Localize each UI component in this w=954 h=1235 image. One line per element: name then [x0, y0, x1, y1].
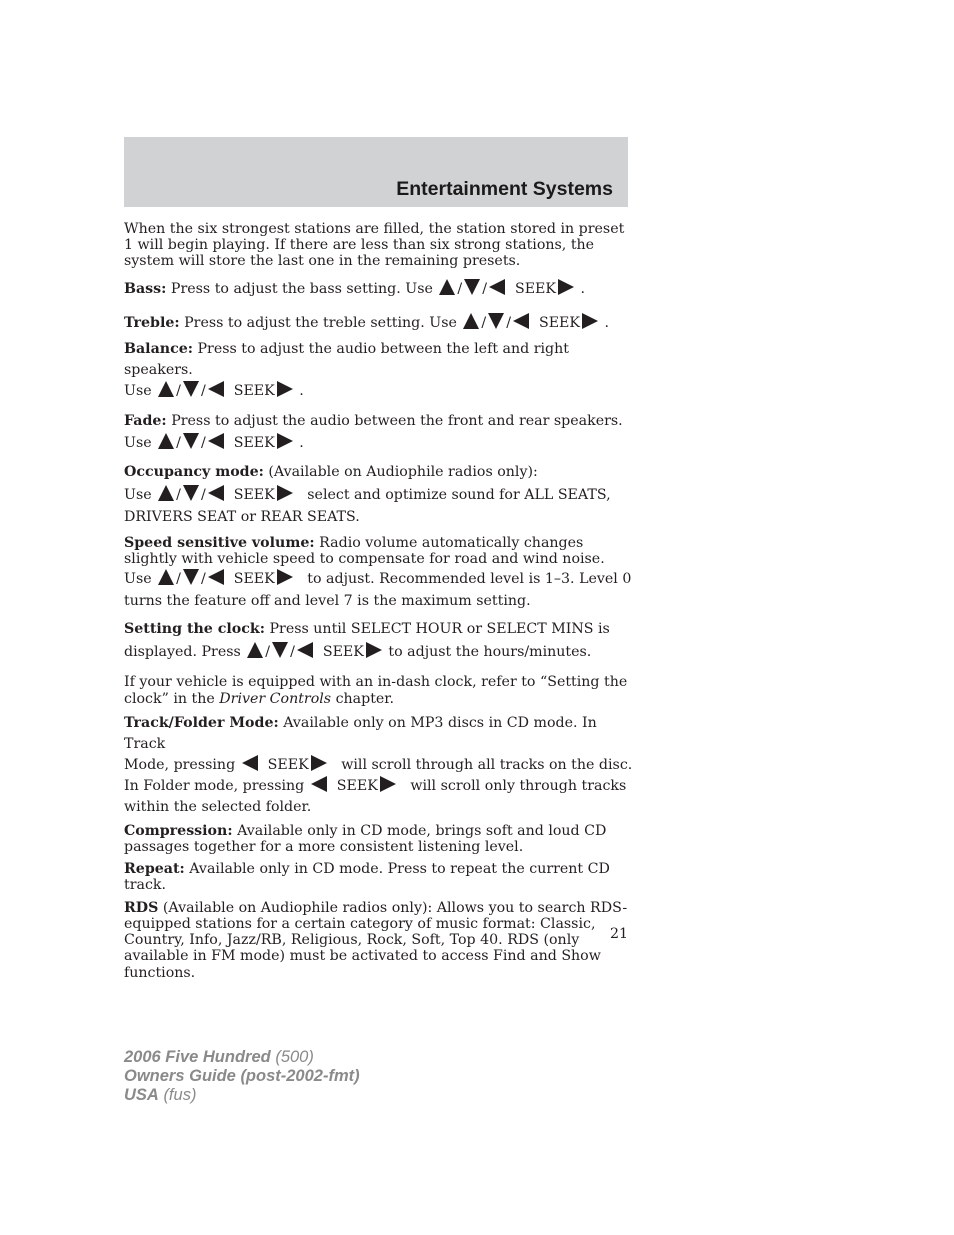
seek-label: SEEK — [233, 383, 275, 399]
right-arrow-icon — [277, 433, 293, 449]
left-arrow-icon — [489, 279, 505, 295]
occupancy-text: (Available on Audiophile radios only): — [268, 464, 538, 480]
rds-paragraph — [124, 900, 634, 981]
body-text — [124, 221, 634, 981]
clock-line2-post: to adjust the hours/minutes. — [388, 643, 592, 660]
left-arrow-icon — [208, 433, 224, 449]
clock-label: Setting the clock: — [124, 620, 265, 637]
track-text: Available only on MP3 discs in CD mode. In Track — [124, 714, 597, 752]
track-line3-pre: In Folder mode, pressing — [124, 777, 305, 794]
balance-label: Balance: — [124, 341, 193, 357]
track-line4: within the selected folder. — [124, 798, 312, 815]
indash-post: chapter. — [335, 690, 395, 707]
left-arrow-icon — [311, 776, 327, 792]
up-arrow-icon — [439, 279, 455, 295]
rds-label: RDS — [124, 899, 159, 916]
fade-text: Press to adjust the audio between the front and rear speakers. — [171, 413, 623, 429]
right-arrow-icon — [366, 642, 382, 658]
right-arrow-icon — [277, 381, 293, 397]
down-arrow-icon — [183, 433, 199, 449]
occupancy-line2: DRIVERS SEAT or REAR SEATS. — [124, 509, 360, 525]
seek-label: SEEK — [233, 435, 275, 451]
speed-usage: Use / / SEEK to adjust. Recommended level is 1–3. Level 0 turns the feature off and level 7 is the maximum setting. — [124, 570, 632, 609]
footer-model-code: (500) — [275, 1048, 314, 1066]
left-arrow-icon — [208, 381, 224, 397]
rds-text: (Available on Audiophile radios only): Allows you to search RDS-equipped stations for a certain category of music format: Classic, Country, Info, Jazz/RB, Religious, Rock, Soft, Top 40. RDS (only available in FM mode) must be activated to access Find and Show functions. — [124, 899, 628, 981]
up-arrow-icon — [158, 569, 174, 585]
up-arrow-icon — [158, 381, 174, 397]
repeat-paragraph — [124, 861, 634, 893]
speed-paragraph — [124, 535, 634, 567]
up-arrow-icon — [463, 313, 479, 329]
compression-text: Available only in CD mode, brings soft and loud CD passages together for a more consistent listening level. — [124, 822, 607, 855]
occupancy-paragraph: Occupancy mode: (Available on Audiophile radios only): Use / / SEEK select and optimize sound for ALL SEATS, DRIVERS SEAT or REAR SEATS. — [124, 464, 611, 525]
speed-text: Radio volume automatically changes slightly with vehicle speed to compensate for road and wind noise. — [124, 534, 605, 567]
clock-text: Press until SELECT HOUR or SELECT MINS is — [269, 620, 610, 637]
down-arrow-icon — [488, 313, 504, 329]
footer-guide: Owners Guide (post-2002-fmt) — [124, 1067, 360, 1085]
track-paragraph — [124, 713, 634, 818]
up-arrow-icon — [158, 433, 174, 449]
track-line2-pre: Mode, pressing — [124, 756, 236, 773]
down-arrow-icon — [272, 642, 288, 658]
seek-label: SEEK — [336, 777, 378, 794]
bass-label: Bass: — [124, 281, 167, 297]
balance-paragraph: Balance: Press to adjust the audio between the left and right speakers. Use / / SEEK . — [124, 341, 569, 399]
speed-label: Speed sensitive volume: — [124, 534, 315, 551]
seek-label: SEEK — [322, 643, 364, 660]
use-text: Use — [124, 486, 152, 503]
left-arrow-icon — [208, 485, 224, 501]
indash-pre: If your vehicle is equipped with an in-dash clock, refer to “Setting the clock” in the — [124, 673, 628, 707]
intro-paragraph: When the six strongest stations are filled, the station stored in preset 1 will begin playing. If there are less than six strong stations, the system will store the last one in the remaining presets. — [124, 221, 625, 269]
footer-region-code: (fus) — [163, 1086, 197, 1104]
right-arrow-icon — [311, 755, 327, 771]
seek-label: SEEK — [233, 570, 275, 587]
left-arrow-icon — [513, 313, 529, 329]
speed-line2: turns the feature off and level 7 is the maximum setting. — [124, 592, 531, 609]
use-text: Use — [124, 383, 152, 399]
indash-italic: Driver Controls — [219, 690, 332, 707]
repeat-label: Repeat: — [124, 860, 185, 877]
track-label: Track/Folder Mode: — [124, 714, 279, 731]
up-arrow-icon — [158, 485, 174, 501]
bass-text: Press to adjust the bass setting. Use — [170, 281, 433, 297]
down-arrow-icon — [464, 279, 480, 295]
section-header-band — [124, 137, 628, 207]
occupancy-after: select and optimize sound for ALL SEATS, — [307, 486, 611, 503]
clock-line2-pre: displayed. Press — [124, 643, 241, 660]
indash-paragraph — [124, 674, 634, 708]
left-arrow-icon — [297, 642, 313, 658]
left-arrow-icon — [242, 755, 258, 771]
treble-text: Press to adjust the treble setting. Use — [184, 315, 457, 331]
use-text: Use — [124, 435, 152, 451]
speed-after: to adjust. Recommended level is 1–3. Level 0 — [307, 570, 632, 587]
page-number: 21 — [609, 926, 628, 942]
bass-paragraph: Bass: Press to adjust the bass setting. Use / / SEEK . — [124, 281, 586, 297]
seek-label: SEEK — [514, 281, 557, 297]
footer-model: 2006 Five Hundred — [124, 1048, 271, 1066]
fade-paragraph: Fade: Press to adjust the audio between the front and rear speakers. Use / / SEEK . — [124, 413, 623, 451]
right-arrow-icon — [277, 485, 293, 501]
occupancy-label: Occupancy mode: — [124, 464, 264, 480]
footer-region: USA — [124, 1086, 159, 1104]
seek-label: SEEK — [538, 315, 581, 331]
balance-text: Press to adjust the audio between the left and right speakers. — [124, 341, 569, 378]
down-arrow-icon — [183, 381, 199, 397]
footer-line-1 — [124, 1048, 360, 1067]
track-line2-post: will scroll through all tracks on the disc. — [341, 756, 633, 773]
seek-label: SEEK — [233, 486, 275, 503]
left-arrow-icon — [208, 569, 224, 585]
right-arrow-icon — [558, 279, 574, 295]
treble-label: Treble: — [124, 315, 180, 331]
document-footer — [124, 1048, 360, 1105]
seek-label: SEEK — [267, 756, 309, 773]
down-arrow-icon — [183, 569, 199, 585]
right-arrow-icon — [582, 313, 598, 329]
up-arrow-icon — [247, 642, 263, 658]
section-title: Entertainment Systems — [396, 178, 613, 200]
compression-label: Compression: — [124, 822, 233, 839]
footer-line-3 — [124, 1086, 360, 1105]
repeat-text: Available only in CD mode. Press to repeat the current CD track. — [124, 860, 610, 893]
footer-line-2 — [124, 1067, 360, 1086]
fade-label: Fade: — [124, 413, 167, 429]
clock-paragraph: Setting the clock: Press until SELECT HOUR or SELECT MINS is displayed. Press / / SEEK to adjust the hours/minutes. — [124, 620, 610, 660]
right-arrow-icon — [277, 569, 293, 585]
use-text: Use — [124, 570, 152, 587]
down-arrow-icon — [183, 485, 199, 501]
track-line3-post: will scroll only through tracks — [410, 777, 627, 794]
compression-paragraph — [124, 823, 634, 855]
treble-paragraph: Treble: Press to adjust the treble setting. Use / / SEEK . — [124, 315, 610, 331]
right-arrow-icon — [380, 776, 396, 792]
